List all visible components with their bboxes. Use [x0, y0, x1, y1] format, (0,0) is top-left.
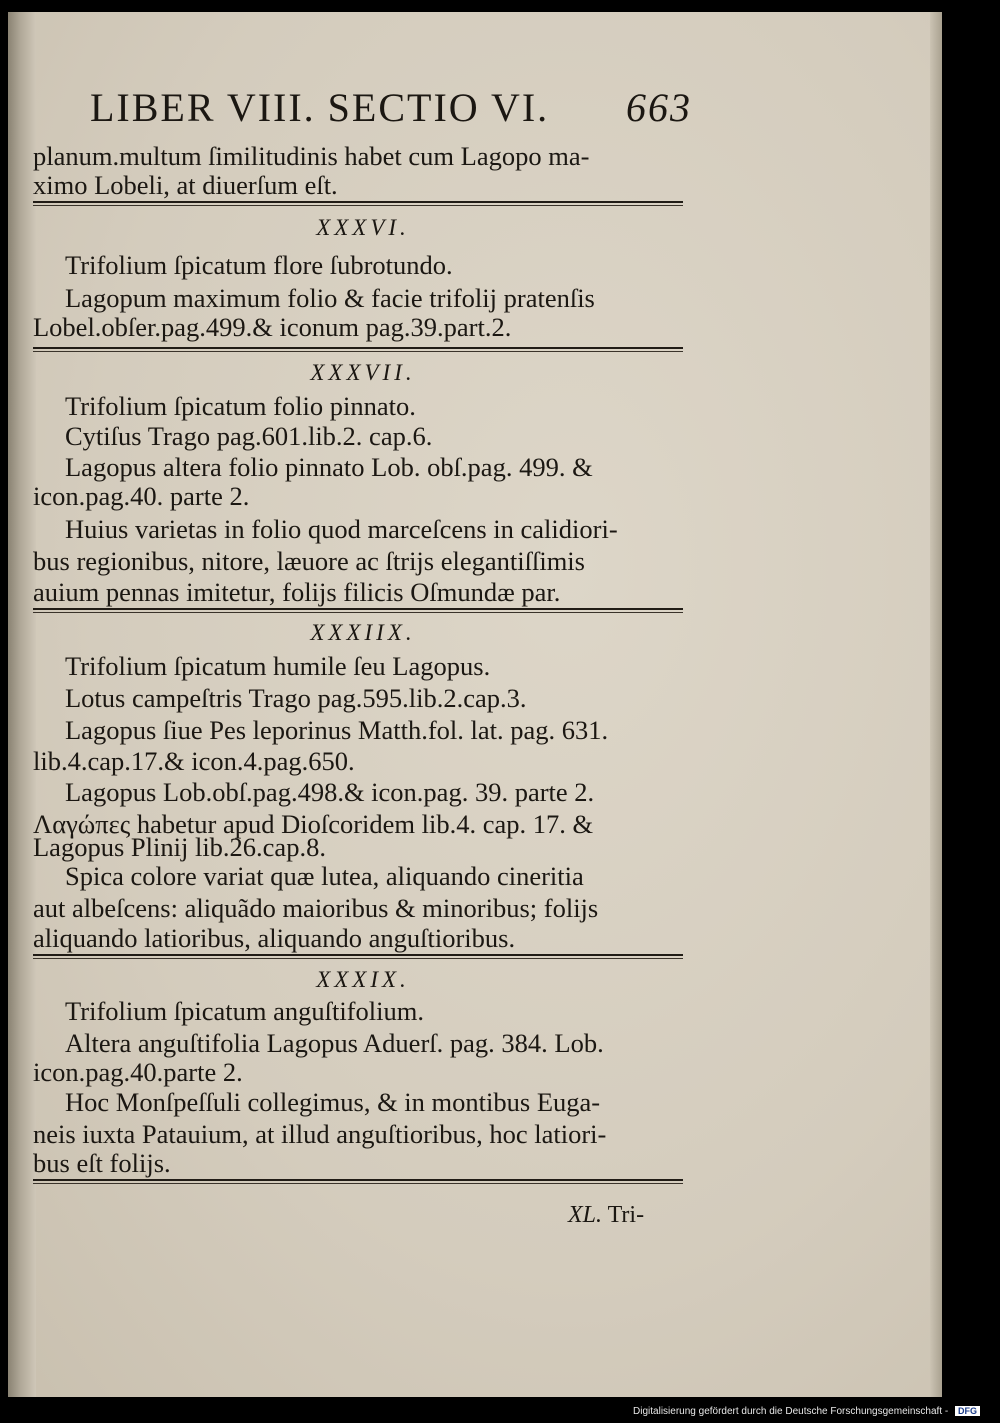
- text-line: Trifolium ſpicatum folio pinnato.: [65, 391, 416, 421]
- text-line: Λαγώπες habetur apud Dioſcoridem lib.4. cap. 17. &: [33, 809, 594, 839]
- catchword-numeral: XL.: [568, 1202, 603, 1228]
- text-line: Altera anguſtifolia Lagopus Aduerſ. pag. 384. Lob.: [65, 1028, 604, 1058]
- text-line: neis iuxta Patauium, at illud anguſtioribus, hoc latiori-: [33, 1119, 607, 1149]
- page-number: 663: [626, 85, 692, 130]
- running-header: [90, 84, 690, 134]
- text-line: Lagopus Plinij lib.26.cap.8.: [33, 832, 326, 862]
- section-rule: [33, 608, 683, 613]
- text-line: planum.multum ſimilitudinis habet cum Lagopo ma-: [33, 141, 590, 171]
- section-heading: XXXIX.: [316, 967, 410, 992]
- section-rule: [33, 1179, 683, 1184]
- text-line: Lagopum maximum folio & facie trifolij pratenſis: [65, 283, 595, 313]
- text-line: Lagopus Lob.obſ.pag.498.& icon.pag. 39. parte 2.: [65, 777, 595, 807]
- catchword-word: Tri-: [607, 1202, 645, 1228]
- text-line: lib.4.cap.17.& icon.4.pag.650.: [33, 746, 355, 776]
- text-line: icon.pag.40. parte 2.: [33, 481, 250, 511]
- text-line: Lagopus altera folio pinnato Lob. obſ.pag. 499. &: [65, 452, 593, 482]
- text-line: Huius varietas in folio quod marceſcens in calidiori-: [65, 514, 618, 544]
- text-line: Lobel.obſer.pag.499.& iconum pag.39.part.2.: [33, 312, 512, 342]
- text-line: aut albeſcens: aliquãdo maioribus & minoribus; folijs: [33, 893, 599, 923]
- text-line: Lotus campeſtris Trago pag.595.lib.2.cap.3.: [65, 683, 527, 713]
- text-line: Lagopus ſiue Pes leporinus Matth.fol. lat. pag. 631.: [65, 715, 609, 745]
- section-rule: [33, 954, 683, 959]
- text-line: Trifolium ſpicatum anguſtifolium.: [65, 996, 424, 1026]
- text-line: Spica colore variat quæ lutea, aliquando cineritia: [65, 861, 584, 891]
- digitization-credit: [633, 1406, 980, 1417]
- text-line: Hoc Monſpeſſuli collegimus, & in montibus Euga-: [65, 1087, 601, 1117]
- section-heading: XXXIIX.: [310, 620, 416, 645]
- book-page: [8, 12, 942, 1397]
- page-gutter: [8, 12, 36, 1397]
- text-line: ximo Lobeli, at diuerſum eſt.: [33, 170, 338, 200]
- text-line: Cytiſus Trago pag.601.lib.2. cap.6.: [65, 421, 433, 451]
- text-line: Trifolium ſpicatum humile ſeu Lagopus.: [65, 651, 491, 681]
- dfg-logo: DFG: [955, 1406, 980, 1416]
- text-line: bus regionibus, nitore, læuore ac ſtrijs elegantiſſimis: [33, 546, 585, 576]
- section-rule: [33, 347, 683, 352]
- text-line: Trifolium ſpicatum flore ſubrotundo.: [65, 250, 453, 280]
- text-line: aliquando latioribus, aliquando anguſtioribus.: [33, 923, 516, 953]
- section-heading: XXXVII.: [310, 360, 416, 385]
- text-line: bus eſt folijs.: [33, 1148, 171, 1178]
- text-line: icon.pag.40.parte 2.: [33, 1057, 243, 1087]
- section-rule: [33, 201, 683, 206]
- credit-text: Digitalisierung gefördert durch die Deutsche Forschungsgemeinschaft -: [633, 1406, 949, 1417]
- section-heading: XXXVI.: [316, 215, 410, 240]
- running-title: LIBER VIII. SECTIO VI.: [90, 85, 550, 130]
- text-line: auium pennas imitetur, folijs filicis Oſmundæ par.: [33, 577, 561, 607]
- page-edge: [930, 12, 942, 1397]
- catchword: [568, 1202, 644, 1229]
